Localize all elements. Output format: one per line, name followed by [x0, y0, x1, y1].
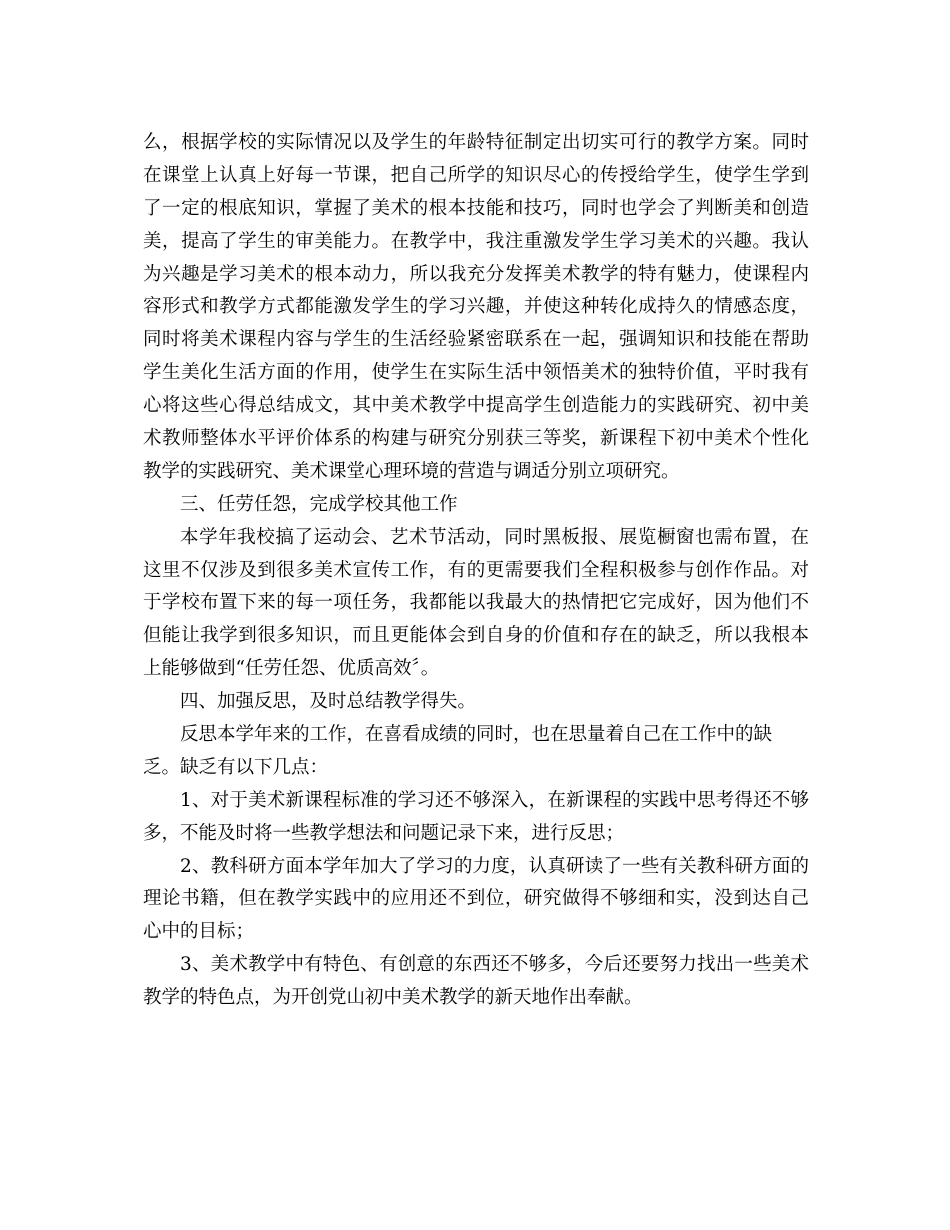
body-line: 上能够做到“任劳任怨、优质高效〞。 — [143, 658, 440, 680]
body-line: 反思本学年来的工作，在喜看成绩的同时，也在思量着自己在工作中的缺 — [180, 724, 773, 746]
body-line: 术教师整体水平评价体系的构建与研究分别获三等奖，新课程下初中美术个性化 — [143, 428, 809, 450]
list-item: 3、美术教学中有特色、有创意的东西还不够多，今后还要努力找出一些美术 — [180, 954, 809, 976]
body-line: 多，不能及时将一些教学想法和问题记录下来，进行反思； — [143, 822, 625, 844]
body-line: 心中的目标； — [143, 921, 255, 943]
body-line: 教学的特色点，为开创党山初中美术教学的新天地作出奉献。 — [143, 987, 643, 1009]
body-line: 同时将美术课程内容与学生的生活经验紧密联系在一起，强调知识和技能在帮助 — [143, 329, 809, 351]
body-line: 容形式和教学方式都能激发学生的学习兴趣，并使这种转化成持久的情感态度， — [143, 296, 809, 318]
body-line: 教学的实践研究、美术课堂心理环境的营造与调适分别立项研究。 — [143, 460, 680, 482]
list-item: 1、对于美术新课程标准的学习还不够深入，在新课程的实践中思考得还不够 — [180, 789, 809, 811]
body-line: 么，根据学校的实际情况以及学生的年龄特征制定出切实可行的教学方案。同时 — [143, 132, 809, 153]
body-line: 这里不仅涉及到很多美术宣传工作，有的更需要我们全程积极参与创作作品。对 — [143, 559, 809, 581]
section-heading: 三、任劳任怨，完成学校其他工作 — [180, 493, 458, 515]
section-heading: 四、加强反思，及时总结教学得失。 — [180, 691, 477, 713]
body-line: 于学校布置下来的每一项任务，我都能以我最大的热情把它完成好，因为他们不 — [143, 592, 809, 614]
body-line: 心将这些心得总结成文，其中美术教学中提高学生创造能力的实践研究、初中美 — [143, 395, 809, 417]
list-item: 2、教科研方面本学年加大了学习的力度，认真研读了一些有关教科研方面的 — [180, 855, 809, 877]
body-line: 但能让我学到很多知识，而且更能体会到自身的价值和存在的缺乏，所以我根本 — [143, 625, 809, 647]
body-line: 了一定的根底知识，掌握了美术的根本技能和技巧，同时也学会了判断美和创造 — [143, 197, 809, 219]
body-line: 学生美化生活方面的作用，使学生在实际生活中领悟美术的独特价值，平时我有 — [143, 362, 809, 384]
document-body — [143, 127, 809, 1015]
body-line: 美，提高了学生的审美能力。在教学中，我注重激发学生学习美术的兴趣。我认 — [143, 230, 809, 252]
body-line: 理论书籍，但在教学实践中的应用还不到位，研究做得不够细和实，没到达自己 — [143, 888, 809, 910]
body-line: 乏。缺乏有以下几点： — [143, 756, 329, 778]
body-line: 在课堂上认真上好每一节课，把自己所学的知识尽心的传授给学生，使学生学到 — [143, 164, 809, 186]
body-line: 本学年我校搞了运动会、艺术节活动，同时黑板报、展览橱窗也需布置，在 — [180, 526, 809, 548]
body-line: 为兴趣是学习美术的根本动力，所以我充分发挥美术教学的特有魅力，使课程内 — [143, 263, 809, 285]
